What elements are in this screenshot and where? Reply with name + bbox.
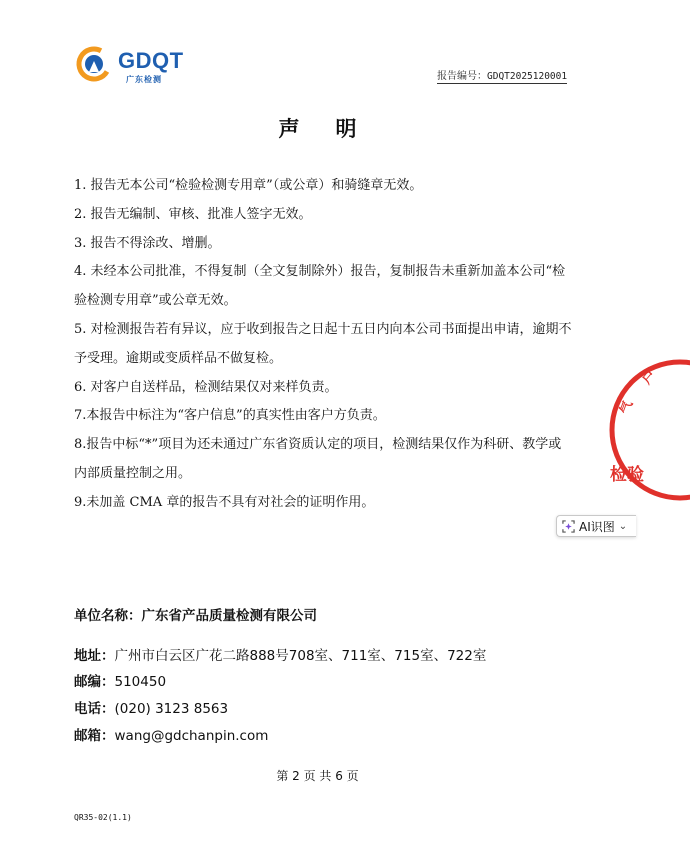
email-row (74, 724, 268, 744)
page-number: 第 2 页 共 6 页 (276, 769, 359, 783)
email-label: 邮箱： (74, 728, 115, 744)
postcode-row (74, 670, 166, 690)
declaration-list (74, 172, 574, 518)
list-item: 7.本报告中标注为“客户信息”的真实性由客户方负责。 (74, 408, 386, 424)
logo-mark-icon (76, 46, 112, 82)
logo-brand: GDQT (118, 48, 184, 73)
list-item: 6. 对客户自送样品，检测结果仅对来样负责。 (74, 379, 338, 395)
phone-label: 电话： (74, 701, 115, 717)
list-item: 3. 报告不得涂改、增删。 (74, 235, 221, 251)
red-seal-stamp (600, 355, 690, 505)
postcode-value: 510450 (114, 674, 167, 690)
company-name: 广东省产品质量检测有限公司 (141, 608, 317, 624)
svg-text:气: 气 (617, 399, 637, 417)
phone-value: (020) 3123 8563 (114, 701, 229, 717)
list-item: 9.未加盖 CMA 章的报告不具有对社会的证明作用。 (74, 494, 375, 510)
email-value: wang@gdchanpin.com (114, 728, 269, 744)
report-number (437, 67, 567, 84)
company-row (74, 604, 317, 624)
report-number-label: 报告编号： (437, 71, 487, 82)
list-item: 2. 报告无编制、审核、批准人签字无效。 (74, 206, 312, 222)
company-logo (76, 46, 196, 86)
chevron-down-icon: ⌄ (618, 520, 628, 532)
postcode-label: 邮编： (74, 674, 115, 690)
list-item: 1. 报告无本公司“检验检测专用章”（或公章）和骑缝章无效。 (74, 178, 423, 193)
list-item: 5. 对检测报告若有异议，应于收到报告之日起十五日内向本公司书面提出申请，逾期不予受理。逾期或变质样品不做复检。 (74, 321, 572, 366)
form-code: QR35-02(1.1) (74, 813, 132, 822)
ai-recognition-icon (562, 520, 575, 533)
ai-recognition-label: AI识图 (579, 519, 615, 534)
phone-row (74, 697, 228, 717)
svg-text:户: 户 (639, 367, 660, 388)
company-label: 单位名称： (74, 608, 142, 624)
report-number-value: GDQT2025120001 (487, 71, 568, 82)
address-label: 地址： (74, 648, 115, 664)
address-value: 广州市白云区广花二路888号708室、711室、715室、722室 (114, 648, 487, 664)
seal-text: 检验 (610, 465, 644, 485)
list-item: 8.报告中标“*”项目为还未通过广东省资质认定的项目，检测结果仅作为科研、教学或内部质量控制之用。 (74, 437, 562, 481)
ai-recognition-button[interactable] (556, 515, 636, 537)
page-title: 声明 (278, 117, 393, 141)
list-item: 4. 未经本公司批准，不得复制（全文复制除外）报告，复制报告未重新加盖本公司“检验检测专用章”或公章无效。 (74, 264, 566, 309)
address-row (74, 644, 486, 664)
logo-subtitle: 广东检测 (126, 75, 162, 84)
